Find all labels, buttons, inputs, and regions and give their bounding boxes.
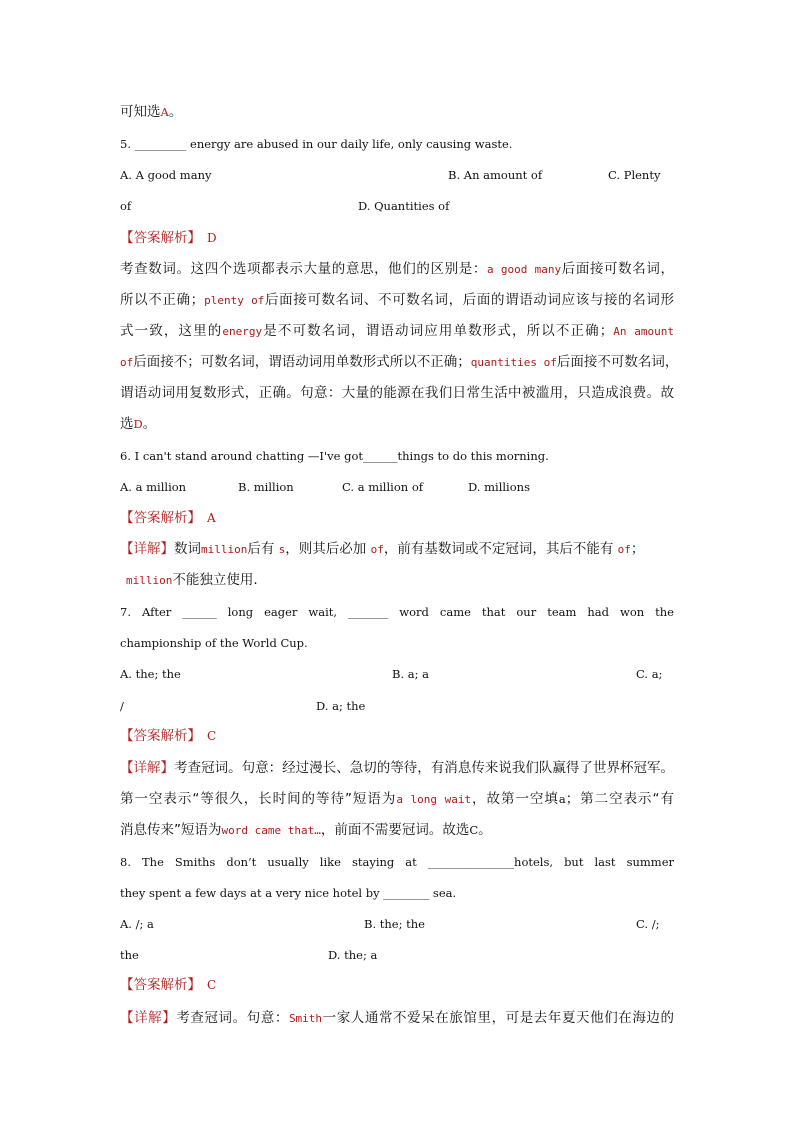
q5-stem: 5. _________ energy are abused in our daily life, only causing waste. bbox=[120, 137, 513, 151]
term: plenty of bbox=[204, 294, 265, 307]
term: s bbox=[278, 543, 286, 556]
text: 所以不正确； bbox=[120, 292, 205, 308]
text: 考查冠词。句意：经过漫长、急切的等待，有消息传来说我们队赢得了世界杯冠军。 bbox=[174, 760, 675, 776]
q8-option-c-continued: the bbox=[120, 948, 139, 962]
q7-option-c: C. a; bbox=[636, 667, 663, 681]
text: ，则其后必加 bbox=[285, 541, 367, 557]
q5-option-c: C. Plenty bbox=[608, 168, 661, 182]
detail-label: 【详解】 bbox=[120, 760, 175, 776]
term: a long wait bbox=[396, 793, 472, 806]
text: 后面接可数名词， bbox=[561, 261, 675, 277]
q8-stem-line2: they spent a few days at a very nice hotel by ________ sea. bbox=[120, 886, 457, 900]
previous-answer-tail bbox=[120, 102, 674, 122]
q5-explanation-line5: 谓语动词用复数形式，正确。句意：大量的能源在我们日常生活中被滥用，只造成浪费。故 bbox=[120, 385, 674, 401]
q5-option-b: B. An amount of bbox=[448, 168, 543, 182]
term: million bbox=[126, 574, 173, 587]
answer-analysis-label: 【答案解析】 bbox=[120, 728, 201, 744]
q5-explanation-line6 bbox=[120, 414, 674, 434]
detail-label: 【详解】 bbox=[120, 541, 174, 557]
term: D bbox=[133, 417, 143, 431]
text: 。 bbox=[478, 822, 492, 838]
text: 后面接不；可数名词，谓语动词用单数形式所以不正确； bbox=[133, 354, 471, 370]
q8-option-a: A. /; a bbox=[120, 917, 154, 931]
q5-explanation-line3 bbox=[120, 321, 674, 342]
tail-text: 可知选 bbox=[120, 104, 161, 120]
q7-stem-line1: 7. After ______ long eager wait, _______ word came that our team had won the bbox=[120, 605, 674, 619]
text: 后面接可数名词、不可数名词，后面的谓语动词应该与接的名词形 bbox=[264, 292, 675, 308]
text: 数词 bbox=[174, 541, 201, 557]
text: 后面接不可数名词， bbox=[556, 354, 679, 370]
q6-answer-letter: A bbox=[207, 511, 216, 525]
q7-stem-line2: championship of the World Cup. bbox=[120, 636, 308, 650]
q7-option-a: A. the; the bbox=[120, 667, 181, 681]
answer-analysis-label: 【答案解析】 bbox=[120, 230, 201, 246]
term: quantities of bbox=[470, 356, 557, 369]
term: C bbox=[469, 823, 479, 837]
term: of bbox=[370, 543, 384, 556]
tail-letter: A bbox=[160, 105, 169, 119]
term: million bbox=[201, 543, 248, 556]
term: of bbox=[120, 356, 134, 369]
term: a bbox=[558, 792, 566, 806]
text: ； bbox=[630, 541, 645, 557]
q7-option-d: D. a; the bbox=[316, 699, 366, 713]
q5-explanation-line4 bbox=[120, 352, 679, 373]
term: An amount bbox=[613, 325, 674, 338]
text: 选 bbox=[120, 416, 134, 432]
q5-explanation-line2 bbox=[120, 290, 674, 311]
q6-answer bbox=[120, 508, 674, 528]
q6-stem: 6. I can't stand around chatting —I've got______things to do this morning. bbox=[120, 449, 549, 463]
answer-analysis-label: 【答案解析】 bbox=[120, 977, 201, 993]
text: 后有 bbox=[247, 541, 275, 557]
text: ，前面不需要冠词。故选 bbox=[320, 822, 470, 838]
text: ；第二空表示“有 bbox=[565, 791, 674, 807]
q8-option-d: D. the; a bbox=[328, 948, 378, 962]
text: 是不可数名词，谓语动词应用单数形式，所以不正确； bbox=[262, 323, 614, 339]
text: 一家人通常不爱呆在旅馆里，可是去年夏天他们在海边的 bbox=[322, 1010, 675, 1026]
q5-option-c-continued: of bbox=[120, 199, 132, 213]
q8-explanation-line1 bbox=[120, 1008, 674, 1029]
q8-answer bbox=[120, 975, 674, 995]
text: ，前有基数词或不定冠词，其后不能有 bbox=[383, 541, 614, 557]
q6-option-b: B. million bbox=[238, 480, 294, 494]
text: 式一致，这里的 bbox=[120, 323, 223, 339]
q6-explanation-line1 bbox=[120, 539, 674, 560]
q5-answer bbox=[120, 228, 674, 248]
q8-stem-line1: 8. The Smiths don’t usually like staying at _______________hotels, but last summer bbox=[120, 855, 674, 869]
q7-answer-letter: C bbox=[207, 729, 217, 743]
detail-label: 【详解】 bbox=[120, 1010, 177, 1026]
q5-option-a: A. A good many bbox=[120, 168, 212, 182]
term: energy bbox=[222, 325, 263, 338]
q6-explanation-line2 bbox=[126, 570, 680, 591]
term: a good many bbox=[487, 263, 562, 276]
q7-answer bbox=[120, 726, 674, 746]
term: of bbox=[617, 543, 631, 556]
q8-option-c: C. /; bbox=[636, 917, 660, 931]
q7-option-b: B. a; a bbox=[392, 667, 430, 681]
term: Smith bbox=[288, 1012, 323, 1025]
q5-explanation-line1 bbox=[120, 259, 674, 280]
text: 消息传来”短语为 bbox=[120, 822, 222, 838]
answer-analysis-label: 【答案解析】 bbox=[120, 510, 201, 526]
q5-answer-letter: D bbox=[207, 231, 217, 245]
tail-period: 。 bbox=[168, 104, 183, 120]
q7-option-c-continued: / bbox=[120, 699, 124, 713]
q7-explanation-line1 bbox=[120, 758, 674, 778]
text: ，故第一空填 bbox=[471, 791, 559, 807]
q7-explanation-line3 bbox=[120, 820, 674, 841]
text: 考查冠词。句意： bbox=[176, 1010, 289, 1026]
text: 。 bbox=[142, 416, 157, 432]
text: 考查数词。这四个选项都表示大量的意思，他们的区别是： bbox=[120, 261, 487, 277]
text: 第一空表示“等很久，长时间的等待”短语为 bbox=[120, 791, 397, 807]
q6-option-c: C. a million of bbox=[342, 480, 423, 494]
q7-explanation-line2 bbox=[120, 789, 674, 810]
q8-answer-letter: C bbox=[207, 978, 217, 992]
term: word came that… bbox=[221, 824, 321, 837]
q6-option-d: D. millions bbox=[468, 480, 530, 494]
q6-option-a: A. a million bbox=[120, 480, 187, 494]
text: 不能独立使用. bbox=[172, 572, 258, 588]
q8-option-b: B. the; the bbox=[364, 917, 425, 931]
q5-option-d: D. Quantities of bbox=[358, 199, 450, 213]
